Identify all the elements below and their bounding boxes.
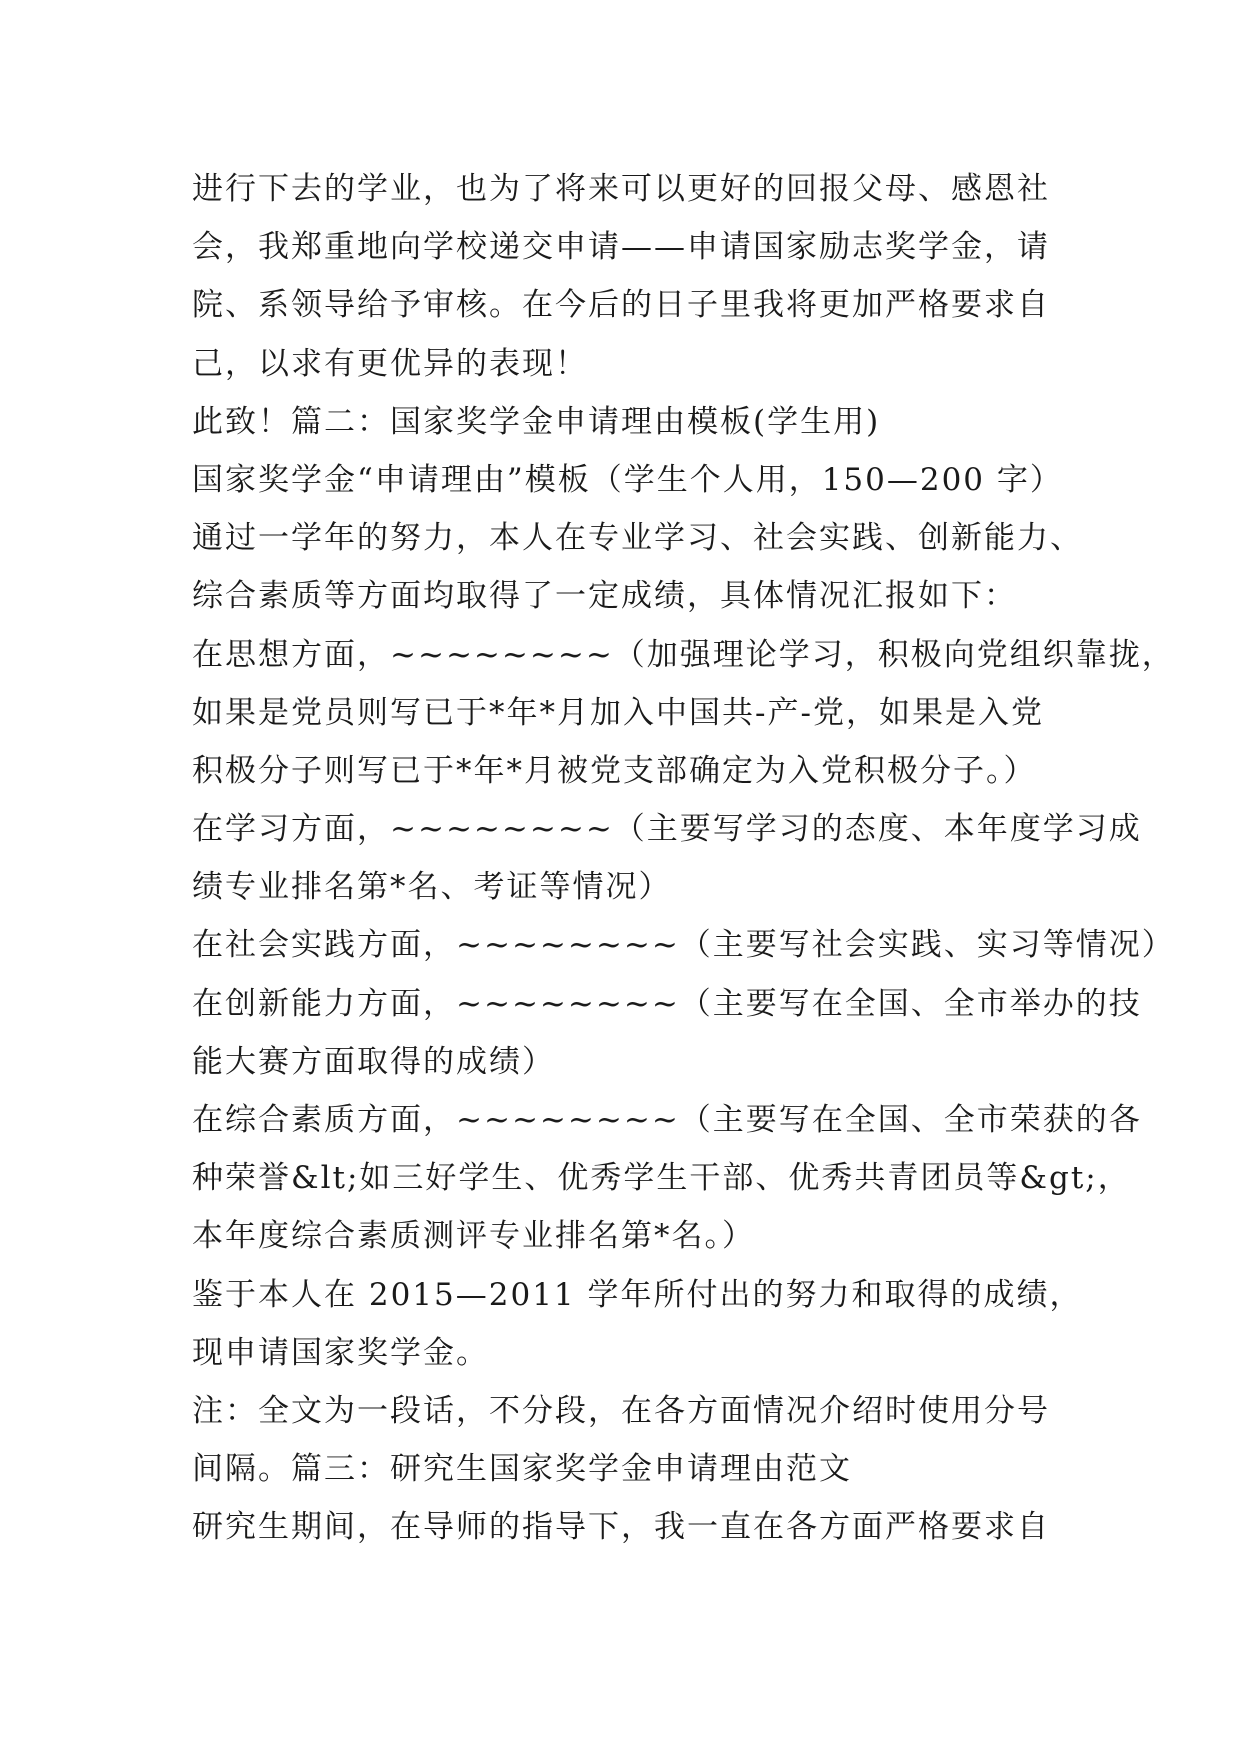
- text-line: 己，以求有更优异的表现！: [192, 345, 588, 382]
- text-line: 在思想方面，~~~~~~~~（加强理论学习，积极向党组织靠拢，: [192, 636, 1175, 673]
- text-line: 院、系领导给予审核。在今后的日子里我将更加严格要求自: [192, 287, 1050, 324]
- text-line: 在学习方面，~~~~~~~~（主要写学习的态度、本年度学习成: [192, 811, 1142, 848]
- text-line: 现申请国家奖学金。: [192, 1334, 489, 1371]
- text-line: 本年度综合素质测评专业排名第*名。）: [192, 1218, 755, 1255]
- text-line: 能大赛方面取得的成绩）: [192, 1043, 555, 1080]
- text-line: 在社会实践方面，~~~~~~~~（主要写社会实践、实习等情况）: [192, 927, 1175, 964]
- text-line: 种荣誉&lt;如三好学生、优秀学生干部、优秀共青团员等&gt;，: [192, 1160, 1131, 1197]
- text-line: 间隔。篇三：研究生国家奖学金申请理由范文: [192, 1451, 852, 1488]
- text-line: 在综合素质方面，~~~~~~~~（主要写在全国、全市荣获的各: [192, 1102, 1142, 1138]
- text-line: 注：全文为一段话，不分段，在各方面情况介绍时使用分号: [192, 1392, 1050, 1429]
- document-body: [192, 160, 1175, 1557]
- text-line: 鉴于本人在 2015—2011 学年所付出的努力和取得的成绩，: [192, 1276, 1083, 1313]
- text-line: 通过一学年的努力，本人在专业学习、社会实践、创新能力、: [192, 520, 1083, 557]
- text-line: 如果是党员则写已于*年*月加入中国共-产-党，如果是入党: [192, 694, 1044, 731]
- text-line: 此致！篇二：国家奖学金申请理由模板(学生用): [192, 403, 881, 440]
- text-line: 积极分子则写已于*年*月被党支部确定为入党积极分子。）: [192, 752, 1037, 789]
- text-line: 在创新能力方面，~~~~~~~~（主要写在全国、全市举办的技: [192, 985, 1142, 1022]
- text-line: 综合素质等方面均取得了一定成绩，具体情况汇报如下：: [192, 578, 1017, 615]
- text-line: 绩专业排名第*名、考证等情况）: [192, 869, 672, 906]
- text-line: 国家奖学金“申请理由”模板（学生个人用，150—200 字）: [192, 461, 1063, 498]
- text-line: 会，我郑重地向学校递交申请——申请国家励志奖学金，请: [192, 229, 1050, 266]
- text-line: 研究生期间，在导师的指导下，我一直在各方面严格要求自: [192, 1509, 1050, 1546]
- text-line: 进行下去的学业，也为了将来可以更好的回报父母、感恩社: [192, 171, 1050, 207]
